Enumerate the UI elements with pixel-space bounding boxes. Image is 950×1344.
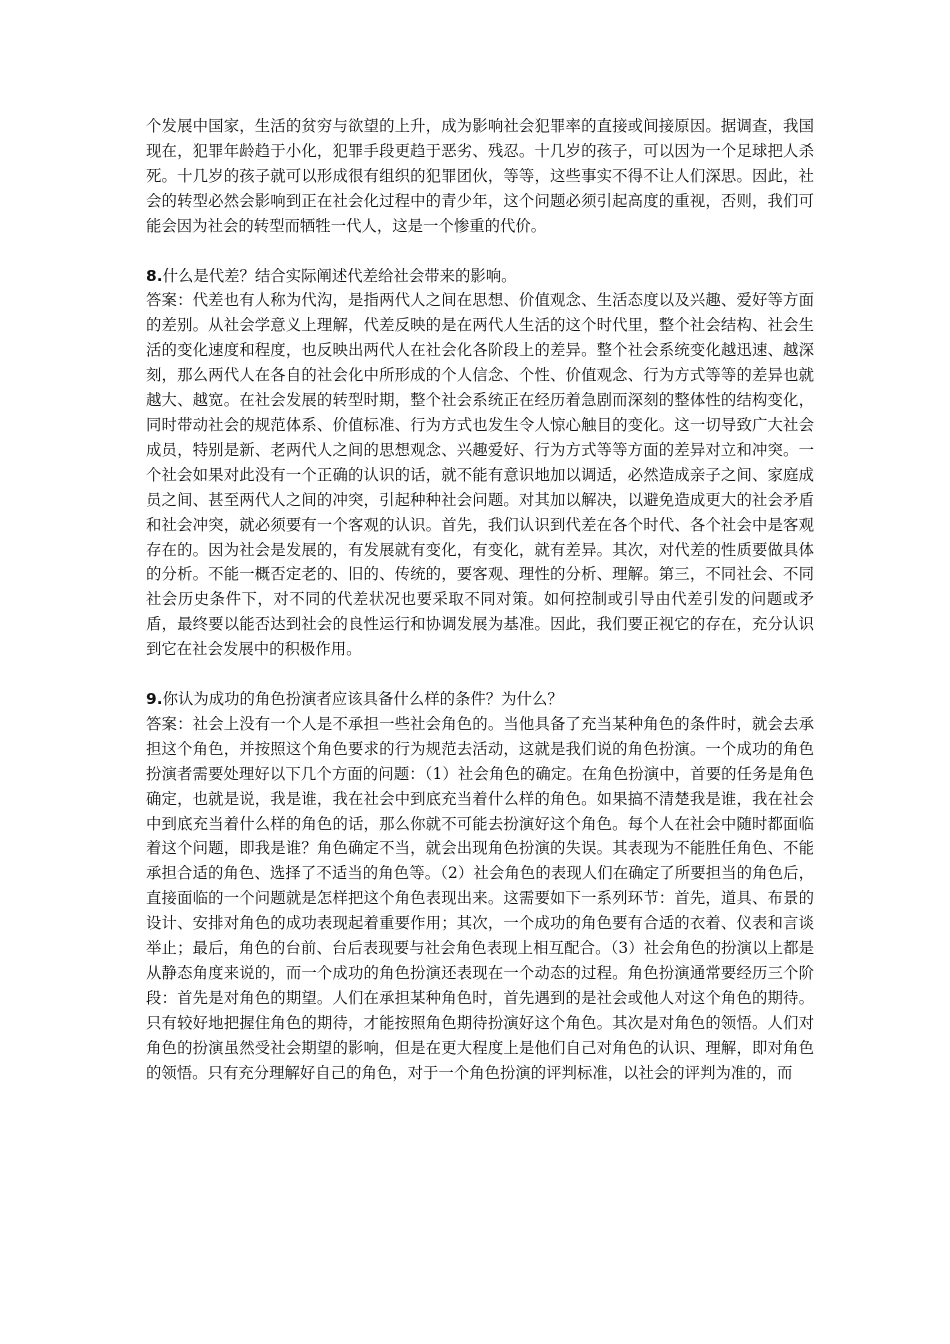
question-8-number: 8. (146, 266, 163, 285)
document-page (146, 114, 814, 1086)
answer-8: 答案：代差也有人称为代沟，是指两代人之间在思想、价值观念、生活态度以及兴趣、爱好等方面的差别。从社会学意义上理解，代差反映的是在两代人生活的这个时代里，整个社会结构、社会生活的变化速度和程度，也反映出两代人在社会化各阶段上的差异。整个社会系统变化越迅速、越深刻，那么两代人在各自的社会化中所形成的个人信念、个性、价值观念、行为方式等等的差异也就越大、越宽。在社会发展的转型时期，整个社会系统正在经历着急剧而深刻的整体性的结构变化，同时带动社会的规范体系、价值标准、行为方式也发生令人惊心触目的变化。这一切导致广大社会成员，特别是新、老两代人之间的思想观念、兴趣爱好、行为方式等等方面的差异对立和冲突。一个社会如果对此没有一个正确的认识的话，就不能有意识地加以调适，必然造成亲子之间、家庭成员之间、甚至两代人之间的冲突，引起种种社会问题。对其加以解决，以避免造成更大的社会矛盾和社会冲突，就必须要有一个客观的认识。首先，我们认识到代差在各个时代、各个社会中是客观存在的。因为社会是发展的，有发展就有变化，有变化，就有差异。其次，对代差的性质要做具体的分析。不能一概否定老的、旧的、传统的，要客观、理性的分析、理解。第三，不同社会、不同社会历史条件下，对不同的代差状况也要采取不同对策。如何控制或引导由代差引发的问题或矛盾，最终要以能否达到社会的良性运行和协调发展为基准。因此，我们要正视它的存在，充分认识到它在社会发展中的积极作用。 (146, 291, 814, 659)
spacer (146, 239, 814, 264)
question-8 (146, 264, 814, 289)
question-9 (146, 687, 814, 712)
question-9-number: 9. (146, 690, 163, 709)
intro-paragraph: 个发展中国家，生活的贫穷与欲望的上升，成为影响社会犯罪率的直接或间接原因。据调查，我国现在，犯罪年龄趋于小化，犯罪手段更趋于恶劣、残忍。十几岁的孩子，可以因为一个足球把人杀死。十几岁的孩子就可以形成很有组织的犯罪团伙，等等，这些事实不得不让人们深思。因此，社会的转型必然会影响到正在社会化过程中的青少年，这个问题必须引起高度的重视，否则，我们可能会因为社会的转型而牺牲一代人，这是一个惨重的代价。 (146, 117, 814, 235)
question-8-text: 什么是代差？结合实际阐述代差给社会带来的影响。 (162, 266, 517, 285)
answer-9: 答案：社会上没有一个人是不承担一些社会角色的。当他具备了充当某种角色的条件时，就会去承担这个角色，并按照这个角色要求的行为规范去活动，这就是我们说的角色扮演。一个成功的角色扮演者需要处理好以下几个方面的问题：（1）社会角色的确定。在角色扮演中，首要的任务是角色确定，也就是说，我是谁，我在社会中到底充当着什么样的角色。如果搞不清楚我是谁，我在社会中到底充当着什么样的角色的话，那么你就不可能去扮演好这个角色。每个人在社会中随时都面临着这个问题，即我是谁？角色确定不当，就会出现角色扮演的失误。其表现为不能胜任角色、不能承担合适的角色、选择了不适当的角色等。（2）社会角色的表现人们在确定了所要担当的角色后，直接面临的一个问题就是怎样把这个角色表现出来。这需要如下一系列环节：首先，道具、布景的设计、安排对角色的成功表现起着重要作用；其次，一个成功的角色要有合适的衣着、仪表和言谈举止；最后，角色的台前、台后表现要与社会角色表现上相互配合。（3）社会角色的扮演以上都是从静态角度来说的，而一个成功的角色扮演还表现在一个动态的过程。角色扮演通常要经历三个阶段：首先是对角色的期望。人们在承担某种角色时，首先遇到的是社会或他人对这个角色的期待。只有较好地把握住角色的期待，才能按照角色期待扮演好这个角色。其次是对角色的领悟。人们对角色的扮演虽然受社会期望的影响，但是在更大程度上是他们自己对角色的认识、理解，即对角色的领悟。只有充分理解好自己的角色，对于一个角色扮演的评判标准，以社会的评判为准的，而 (146, 714, 814, 1082)
question-9-text: 你认为成功的角色扮演者应该具备什么样的条件？为什么？ (162, 690, 563, 709)
spacer (146, 662, 814, 687)
